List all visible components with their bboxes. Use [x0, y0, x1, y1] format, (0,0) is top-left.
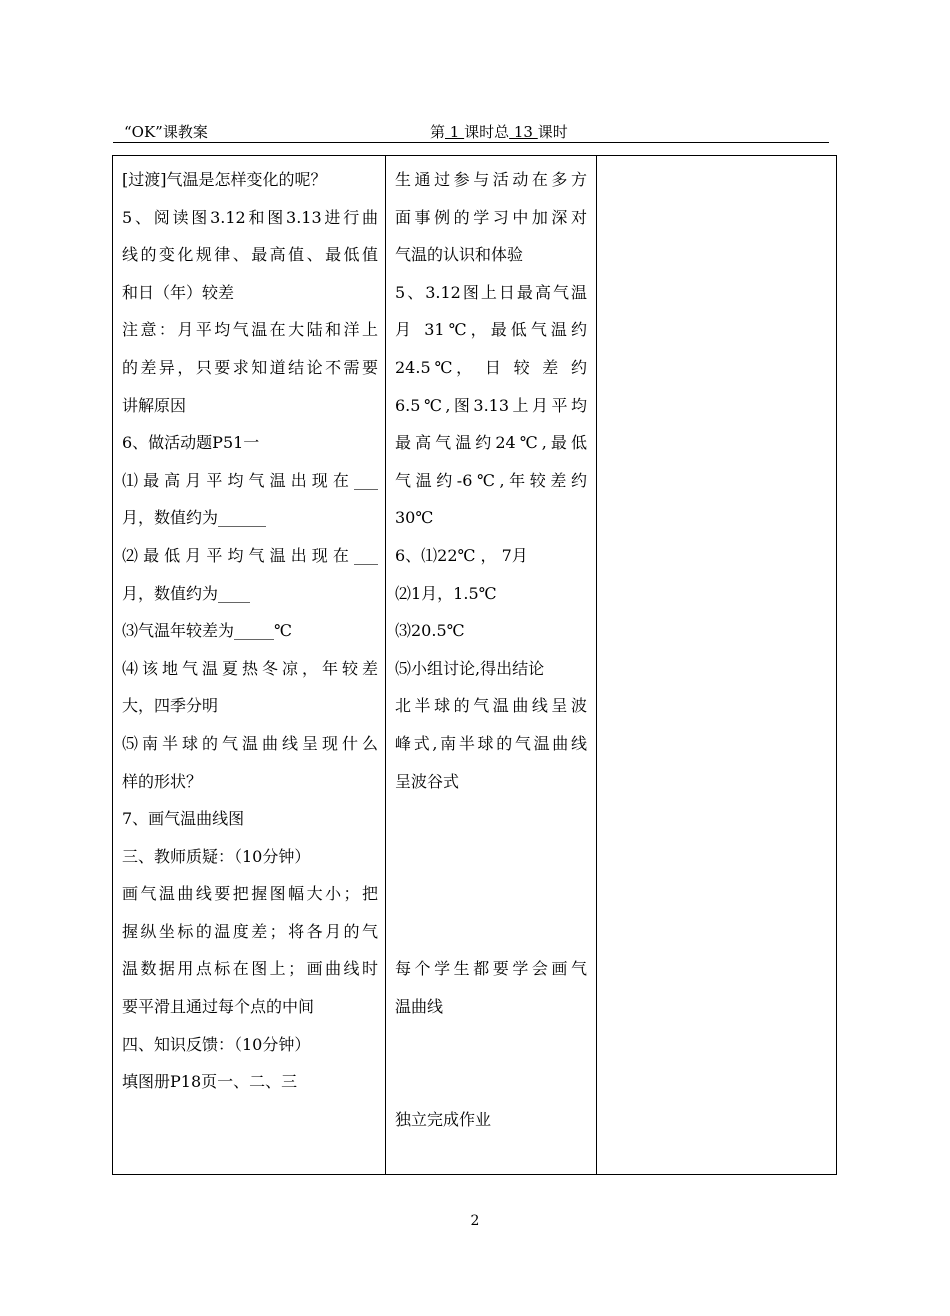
text-line: 画气温曲线要把握图幅大小；把: [122, 884, 378, 904]
text-line: 5、3.12图上日最高气温: [395, 282, 587, 302]
text-line: 月，数值约为____: [122, 583, 251, 603]
text-line: 最高气温约24℃,最低: [395, 433, 587, 453]
text-line: [395, 1026, 587, 1064]
text-line: 握纵坐标的温度差；将各月的气: [122, 921, 378, 941]
student-activity-column: [395, 161, 587, 1138]
text-line: 7、画气温曲线图: [122, 809, 245, 829]
text-line: ⑴最高月平均气温出现在___: [122, 470, 378, 490]
text-line: ⑵最低月平均气温出现在___: [122, 545, 378, 565]
text-line: 24.5℃， 日 较 差 约: [395, 357, 587, 377]
text-line: [395, 800, 587, 838]
text-line: 气温的认识和体验: [395, 245, 524, 265]
text-line: 四、知识反馈：（10分钟）: [122, 1034, 311, 1054]
lesson-counter-prefix: 第: [430, 123, 446, 141]
lesson-number: 1: [445, 123, 465, 141]
lesson-counter-middle: 课时总: [464, 123, 510, 141]
text-line: 5、阅读图3.12和图3.13进行曲: [122, 207, 378, 227]
text-line: [395, 1063, 587, 1101]
text-line: 温数据用点标在图上；画曲线时: [122, 959, 378, 979]
text-line: 30℃: [395, 508, 434, 528]
text-line: 面事例的学习中加深对: [395, 207, 587, 227]
text-line: 大，四季分明: [122, 696, 219, 716]
lesson-counter: [430, 121, 568, 142]
text-line: [395, 875, 587, 913]
text-line: ⑶气温年较差为_____℃: [122, 621, 292, 641]
text-line: 注意：月平均气温在大陆和洋上: [122, 320, 378, 340]
column-divider-2: [596, 156, 597, 1174]
lesson-counter-suffix: 课时: [537, 123, 568, 141]
page-number: 2: [470, 1213, 480, 1229]
text-line: 6、做活动题P51一: [122, 433, 260, 453]
text-line: ⑷该地气温夏热冬凉，年较差: [122, 658, 378, 678]
text-line: 每个学生都要学会画气: [395, 959, 587, 979]
text-line: 温曲线: [395, 997, 444, 1017]
text-line: 样的形状？: [122, 771, 203, 791]
text-line: 填图册P18页一、二、三: [122, 1072, 298, 1092]
column-divider-1: [385, 156, 386, 1174]
text-line: [395, 838, 587, 876]
text-line: 讲解原因: [122, 395, 187, 415]
text-line: ⑸小组讨论,得出结论: [395, 658, 545, 678]
text-line: [过渡]气温是怎样变化的呢？: [122, 170, 327, 189]
text-line: 生通过参与活动在多方: [395, 170, 587, 189]
text-line: 独立完成作业: [395, 1109, 492, 1129]
text-line: ⑸南半球的气温曲线呈现什么: [122, 733, 378, 753]
text-line: 月，数值约为______: [122, 508, 267, 528]
text-line: 要平滑且通过每个点的中间: [122, 997, 315, 1017]
text-line: ⑶20.5℃: [395, 621, 465, 641]
text-line: [395, 913, 587, 951]
teaching-process-column: [122, 161, 378, 1101]
text-line: 6、⑴22℃ ， 7月: [395, 545, 528, 565]
text-line: 呈波谷式: [395, 771, 460, 791]
text-line: ⑵1月，1.5℃: [395, 583, 497, 603]
text-line: 峰式,南半球的气温曲线: [395, 733, 587, 753]
total-lessons: 13: [509, 123, 538, 141]
lesson-table: [112, 155, 837, 1175]
text-line: 的差异，只要求知道结论不需要: [122, 357, 378, 377]
text-line: 6.5℃,图3.13上月平均: [395, 395, 587, 415]
document-header-title: “OK”课教案: [124, 123, 208, 141]
text-line: 线的变化规律、最高值、最低值: [122, 245, 378, 265]
text-line: 和日（年）较差: [122, 282, 235, 302]
header-rule: [113, 142, 829, 143]
text-line: 北半球的气温曲线呈波: [395, 696, 587, 716]
text-line: 气温约-6℃,年较差约: [395, 470, 587, 490]
text-line: 三、教师质疑：（10分钟）: [122, 846, 311, 866]
text-line: 月 31℃，最低气温约: [395, 320, 587, 340]
